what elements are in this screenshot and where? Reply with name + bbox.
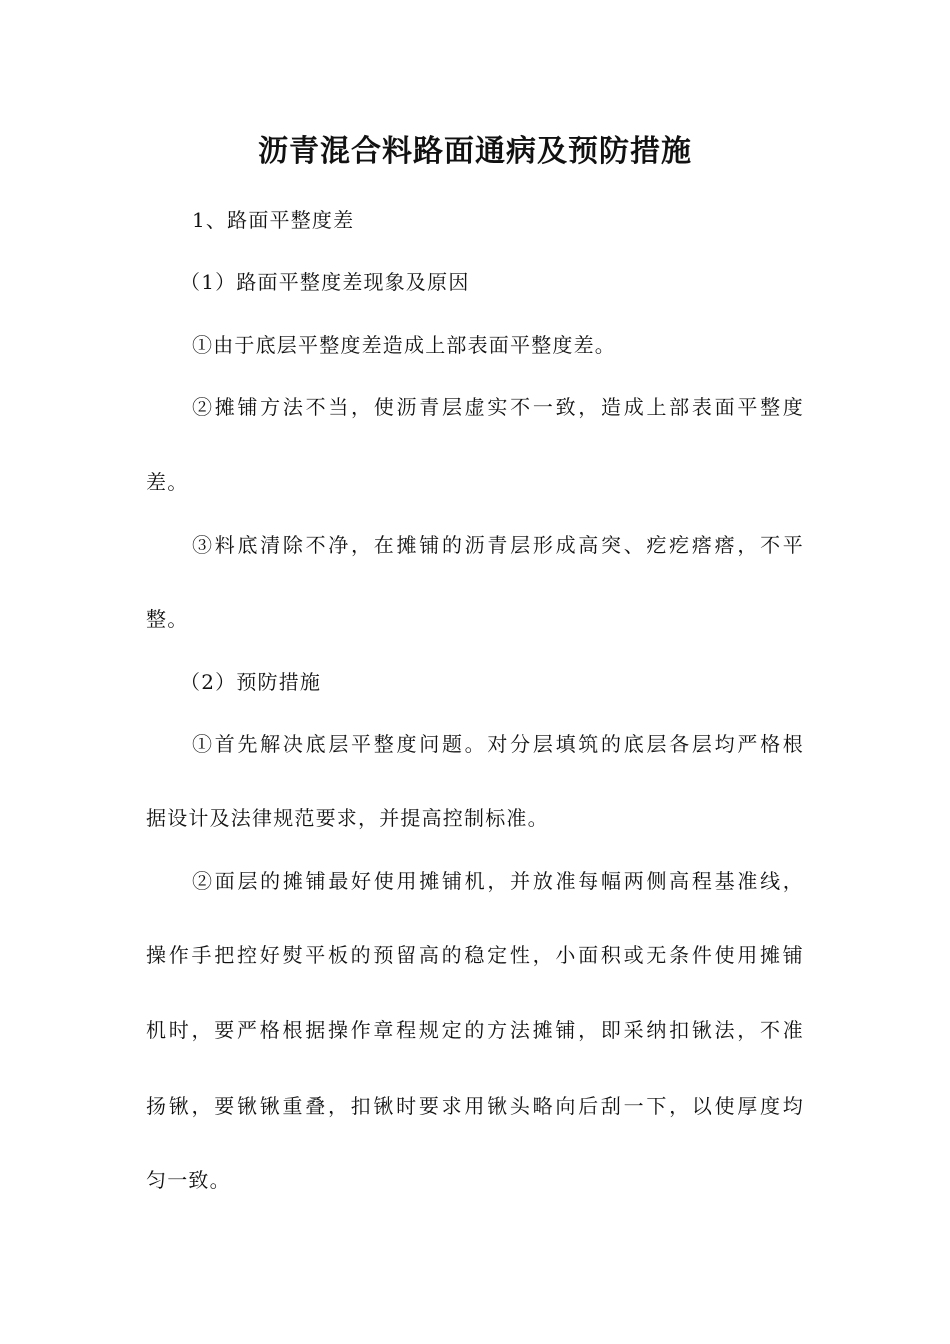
- prevention-item-1-line-1: ①首先解决底层平整度问题。对分层填筑的底层各层均严格根: [192, 732, 804, 756]
- cause-item-2-line-2: 差。: [146, 470, 189, 494]
- prevention-item-2-line-3: 机时，要严格根据操作章程规定的方法摊铺，即采纳扣锹法，不准: [146, 1018, 804, 1042]
- cause-item-1: ①由于底层平整度差造成上部表面平整度差。: [192, 333, 616, 357]
- cause-item-2-line-1: ②摊铺方法不当，使沥青层虚实不一致，造成上部表面平整度: [192, 395, 804, 419]
- subheading-causes: （1）路面平整度差现象及原因: [180, 270, 470, 294]
- cause-item-3-line-1: ③料底清除不净，在摊铺的沥青层形成高突、疙疙瘩瘩，不平: [192, 533, 804, 557]
- prevention-item-2-line-2: 操作手把控好熨平板的预留高的稳定性，小面积或无条件使用摊铺: [146, 943, 804, 967]
- prevention-item-1-line-2: 据设计及法律规范要求，并提高控制标准。: [146, 806, 549, 830]
- cause-item-3-line-2: 整。: [146, 607, 189, 631]
- heading-1-pavement-smoothness: 1、路面平整度差: [192, 208, 355, 232]
- document-title: 沥青混合料路面通病及预防措施: [258, 134, 692, 169]
- prevention-item-2-line-1: ②面层的摊铺最好使用摊铺机，并放准每幅两侧高程基准线，: [192, 869, 804, 893]
- prevention-item-2-line-5: 匀一致。: [146, 1168, 231, 1192]
- prevention-item-2-line-4: 扬锹，要锹锹重叠，扣锹时要求用锹头略向后刮一下，以使厚度均: [146, 1094, 804, 1118]
- subheading-prevention: （2）预防措施: [180, 670, 322, 694]
